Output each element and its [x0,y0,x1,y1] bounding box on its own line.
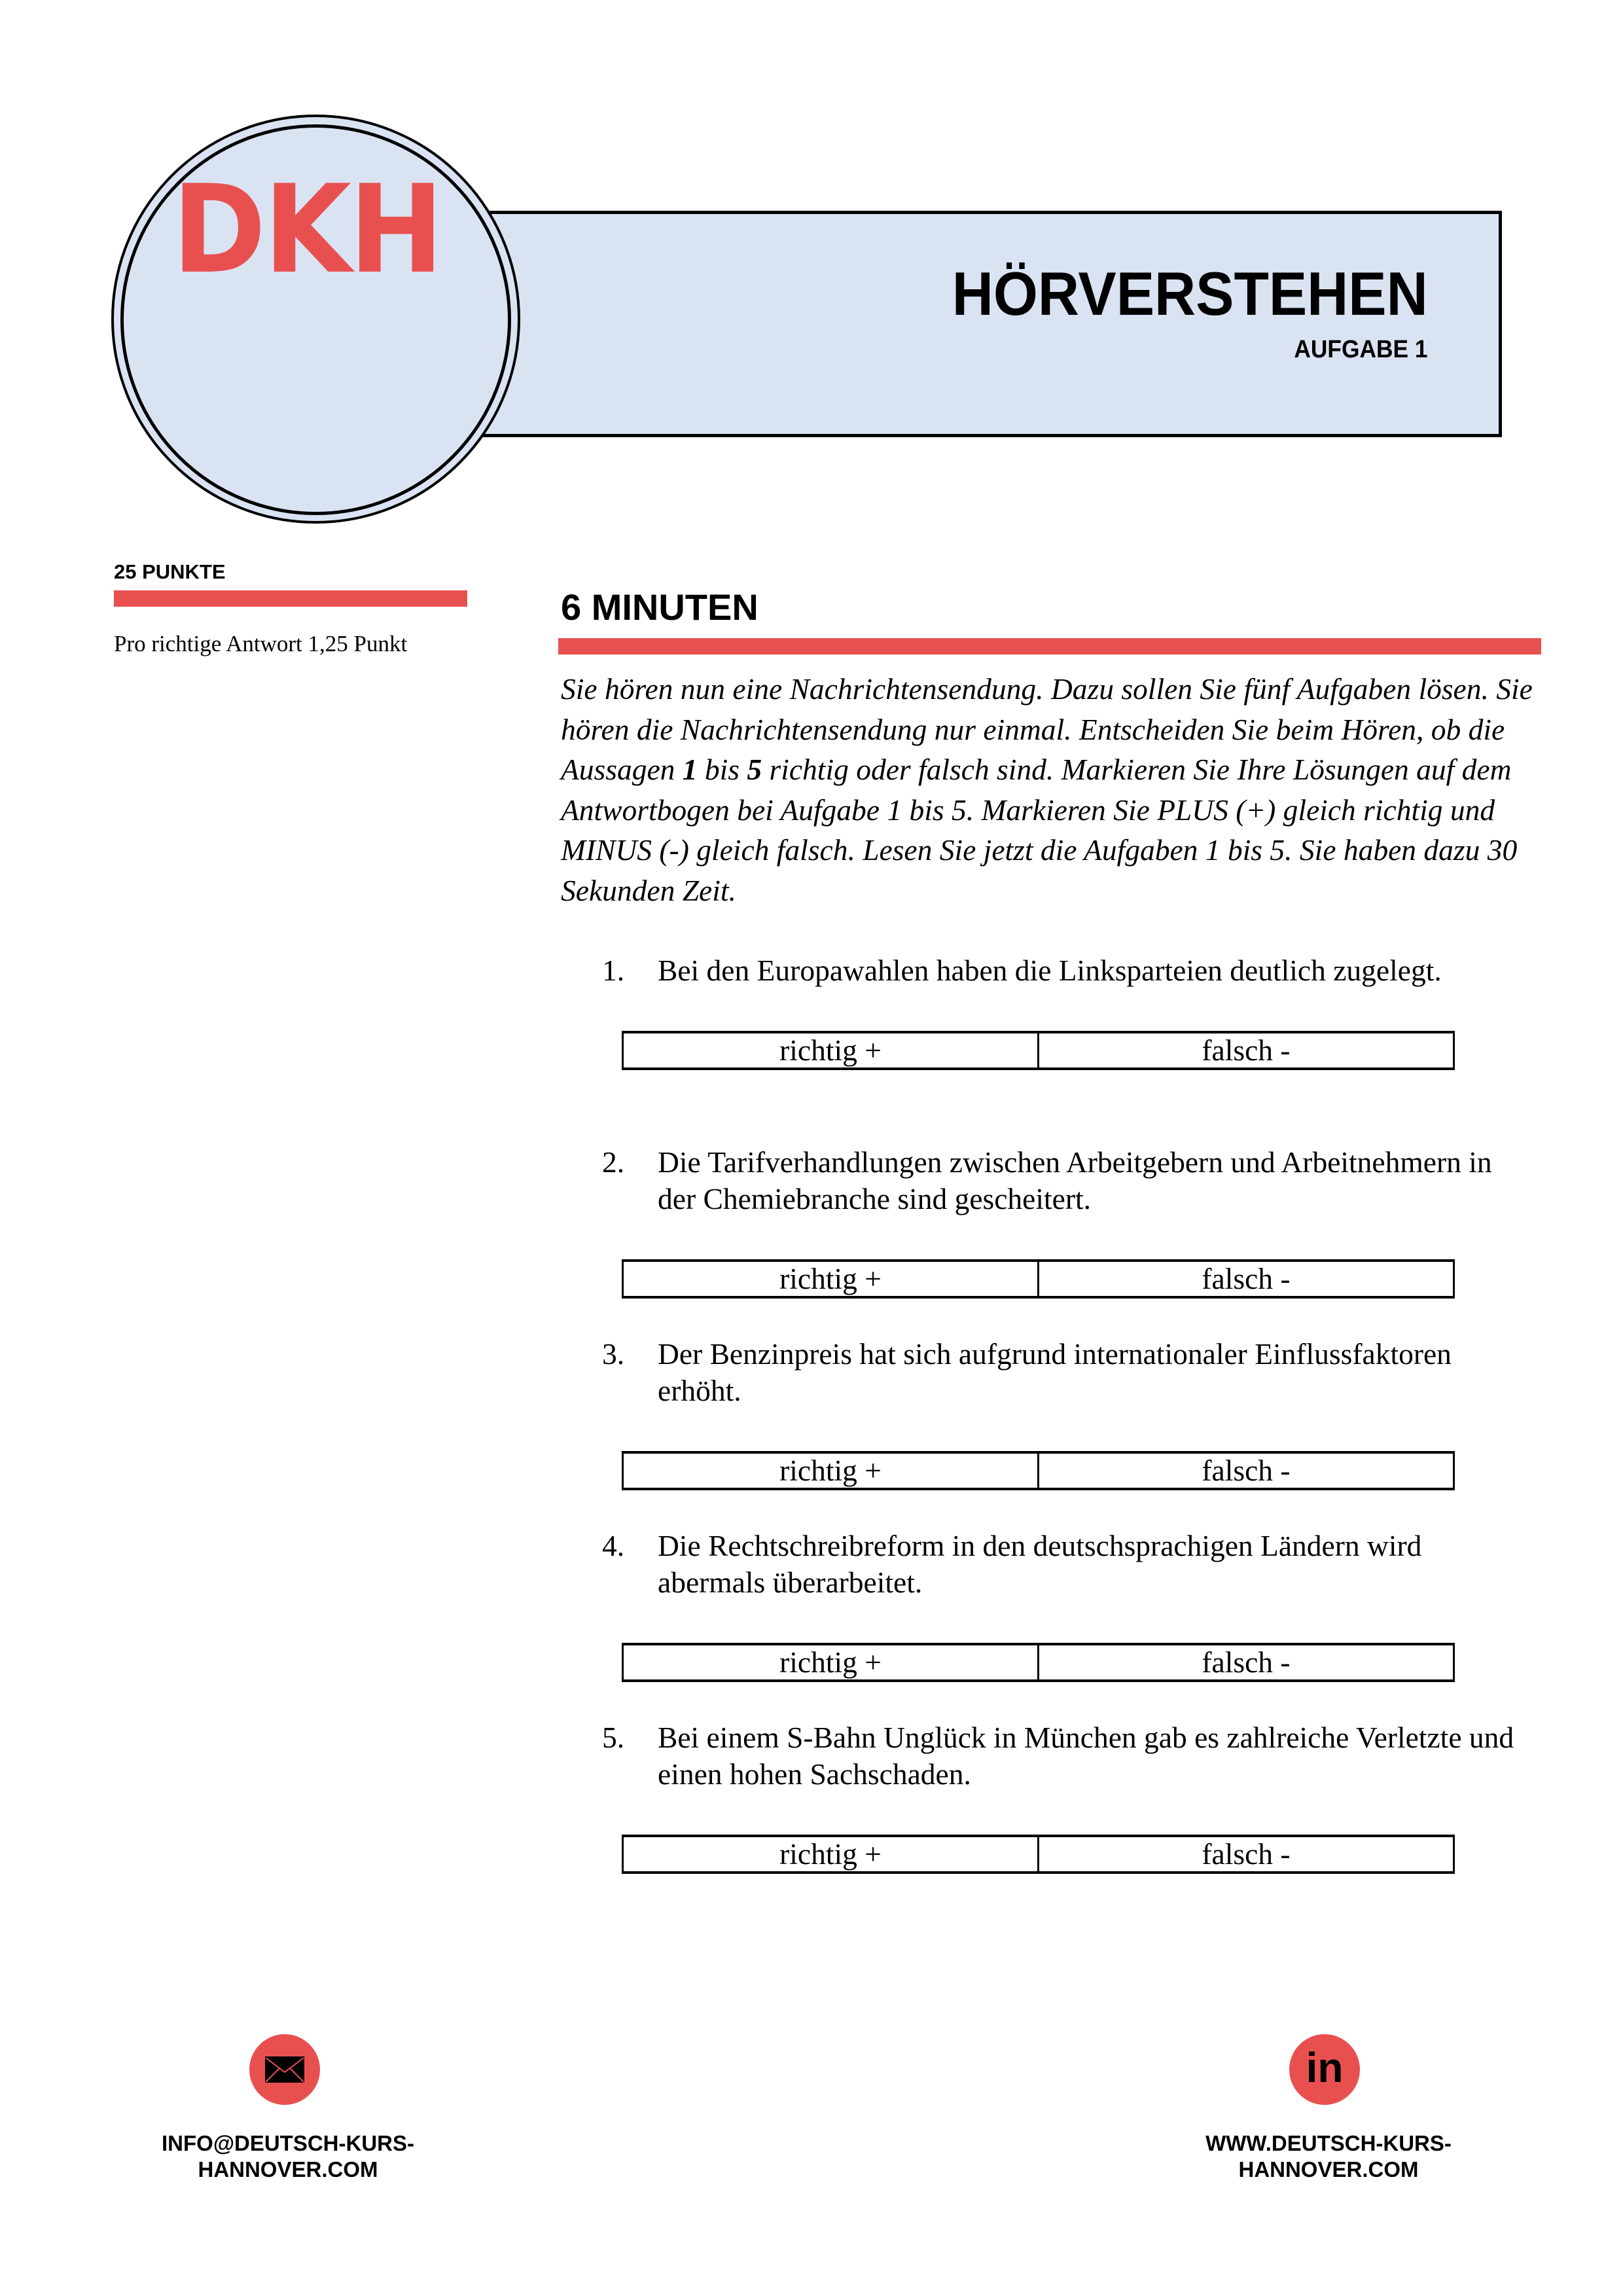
instructions [561,669,1556,911]
instructions-text-1: Sie hören nun eine Nachrichtensendung. Dazu sollen Sie fünf Aufgaben lösen. Sie hören die Nachrichtensendung nur einmal. Entscheiden Sie beim Hören, ob die Aussagen [561,672,1533,787]
answer-table [622,1259,1455,1299]
answer-table [622,1451,1455,1490]
answer-false-cell[interactable]: falsch - [1037,1262,1453,1296]
answer-true-cell[interactable]: richtig + [779,1262,882,1296]
logo-text: DKH [172,158,442,300]
answer-table [622,1031,1455,1070]
question-number: 5. [602,1721,625,1754]
question-item [602,1719,1531,1911]
question-text: Die Rechtschreibreform in den deutschsprachigen Ländern wird abermals überarbeitet. [658,1529,1422,1599]
points-note: Pro richtige Antwort 1,25 Punkt [114,631,408,656]
answer-true-cell[interactable]: richtig + [779,1837,882,1871]
answer-false-cell[interactable]: falsch - [1037,1454,1453,1488]
question-number: 2. [602,1145,625,1179]
envelope-icon[interactable] [249,2034,320,2105]
answer-true-cell[interactable]: richtig + [779,1454,882,1488]
website-line-2: HANNOVER.COM [1238,2157,1419,2181]
page-subtitle: AUFGABE 1 [1294,336,1428,363]
linkedin-glyph: in [1306,2044,1344,2091]
question-text: Der Benzinpreis hat sich aufgrund internationaler Einflussfaktoren erhöht. [658,1337,1452,1407]
points-label: 25 PUNKTE [114,560,226,583]
answer-false-cell[interactable]: falsch - [1037,1837,1453,1871]
question-text: Bei den Europawahlen haben die Linksparteien deutlich zugelegt. [658,954,1442,987]
question-item [602,1336,1531,1528]
answer-true-cell[interactable]: richtig + [779,1033,882,1067]
question-number: 4. [602,1529,625,1562]
answer-table [622,1643,1455,1682]
email-line-2: HANNOVER.COM [198,2157,378,2181]
linkedin-icon[interactable] [1289,2034,1360,2105]
envelope-glyph [265,2056,304,2083]
question-number: 3. [602,1337,625,1371]
email-line-1: INFO@DEUTSCH-KURS- [162,2131,414,2155]
time-label: 6 MINUTEN [561,586,758,628]
website-link[interactable] [1165,2130,1492,2183]
instructions-text-2: bis [697,753,747,787]
question-text: Die Tarifverhandlungen zwischen Arbeitgebern und Arbeitnehmern in der Chemiebranche sind gescheitert. [658,1145,1492,1215]
question-item [602,1528,1531,1719]
question-item [602,1144,1531,1336]
instructions-bold-2: 5 [747,753,762,787]
website-line-1: WWW.DEUTSCH-KURS- [1205,2131,1452,2155]
answer-true-cell[interactable]: richtig + [779,1645,882,1679]
answer-table [622,1835,1455,1874]
answer-false-cell[interactable]: falsch - [1037,1645,1453,1679]
page-title: HÖRVERSTEHEN [952,259,1428,328]
question-text: Bei einem S-Bahn Unglück in München gab es zahlreiche Verletzte und einen hohen Sachschaden. [658,1721,1514,1791]
points-divider [114,590,467,607]
instructions-text-3: richtig oder falsch sind. Markieren Sie Ihre Lösungen auf dem Antwortbogen bei Aufgabe 1 bis 5. Markieren Sie PLUS (+) gleich richtig und MINUS (-) gleich falsch. Lesen Sie jetzt die Aufgaben 1 bis 5. Sie haben dazu 30 Sekunden Zeit. [561,753,1518,907]
instructions-bold-1: 1 [682,753,698,787]
question-item [602,952,1531,1144]
question-number: 1. [602,954,625,987]
answer-false-cell[interactable]: falsch - [1037,1033,1453,1067]
email-link[interactable] [124,2130,452,2183]
question-list [602,952,1531,1911]
time-divider [558,638,1541,655]
